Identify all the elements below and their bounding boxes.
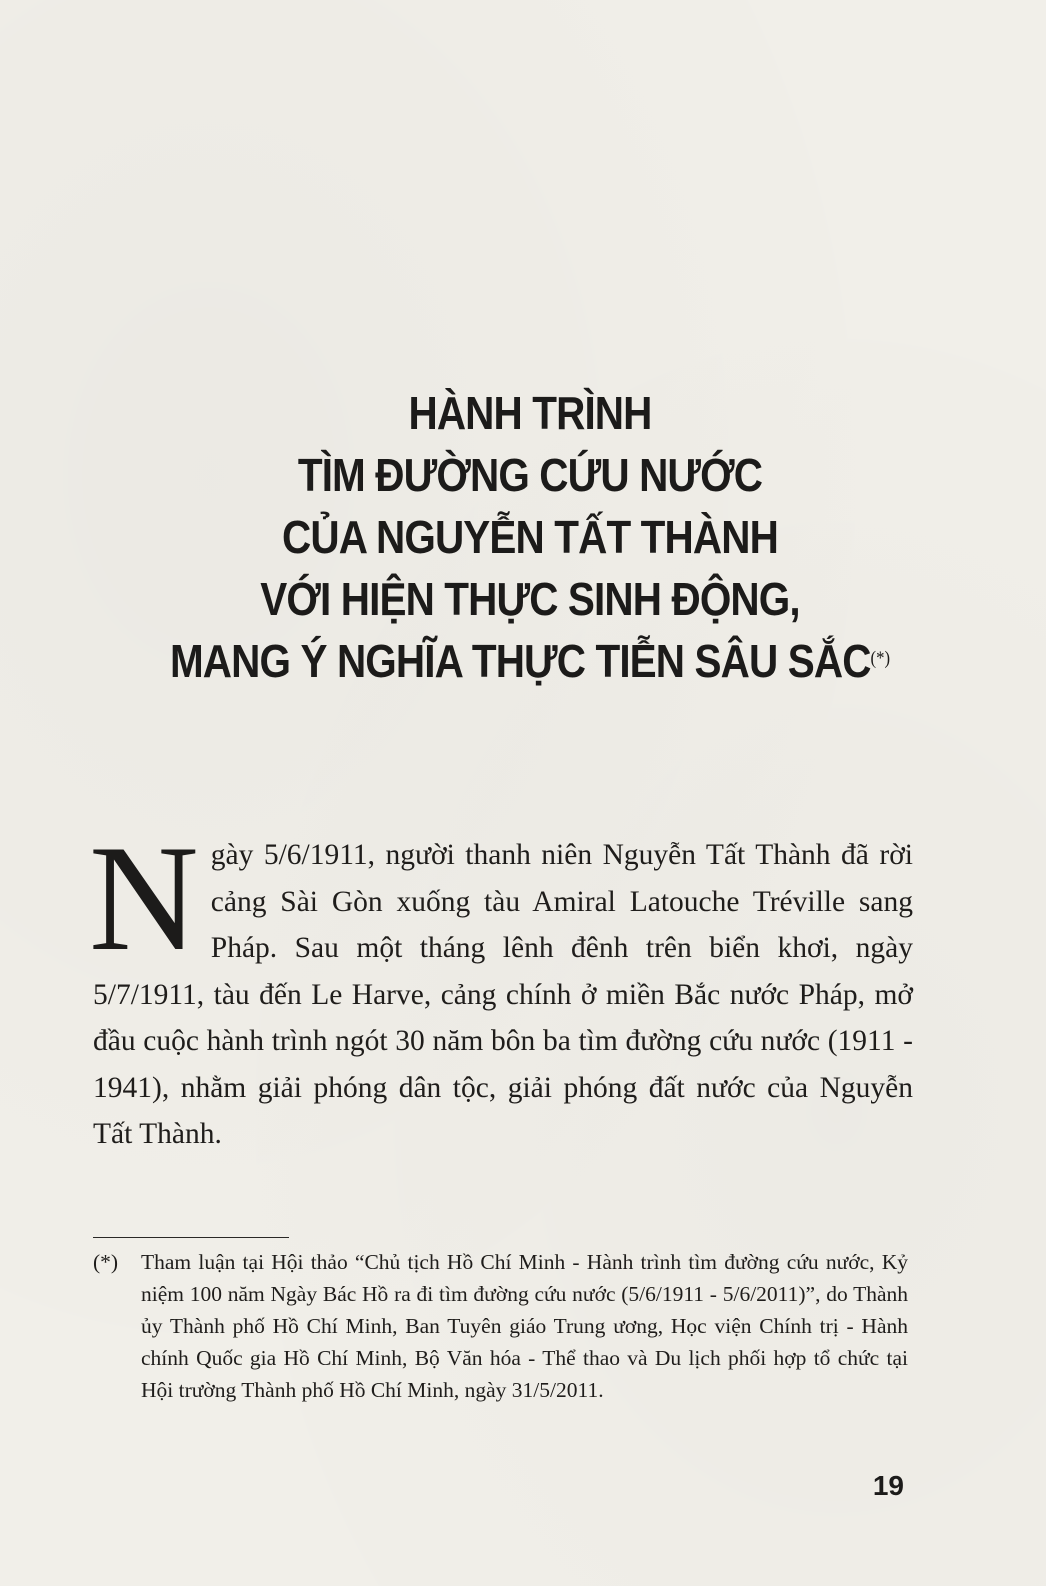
drop-cap: N	[89, 814, 199, 982]
title-line-5	[134, 630, 926, 692]
footnote-divider	[93, 1237, 289, 1238]
chapter-title	[134, 382, 926, 692]
footnote	[93, 1246, 908, 1406]
title-line-3: CỦA NGUYỄN TẤT THÀNH	[282, 511, 778, 563]
title-line-5-text: MANG Ý NGHĨA THỰC TIỄN SÂU SẮC	[169, 635, 871, 687]
page-number: 19	[872, 1470, 904, 1501]
title-line-2: TÌM ĐƯỜNG CỨU NƯỚC	[297, 449, 763, 501]
title-line-1: HÀNH TRÌNH	[408, 387, 652, 439]
title-line-4: VỚI HIỆN THỰC SINH ĐỘNG,	[260, 573, 800, 625]
body-text: gày 5/6/1911, người thanh niên Nguyễn Tất Thành đã rời cảng Sài Gòn xuống tàu Amiral Latouche Tréville sang Pháp. Sau một tháng lênh đênh trên biển khơi, ngày 5/7/1911, tàu đến Le Harve, cảng chính ở miền Bắc nước Pháp, mở đầu cuộc hành trình ngót 30 năm bôn ba tìm đường cứu nước (1911 - 1941), nhằm giải phóng dân tộc, giải phóng đất nước của Nguyễn Tất Thành.	[93, 839, 913, 1150]
title-footnote-ref: (*)	[870, 648, 891, 669]
footnote-text: Tham luận tại Hội thảo “Chủ tịch Hồ Chí Minh - Hành trình tìm đường cứu nước, Kỷ niệm 100 năm Ngày Bác Hồ ra đi tìm đường cứu nước (5/6/1911 - 5/6/2011)”, do Thành ủy Thành phố Hồ Chí Minh, Ban Tuyên giáo Trung ương, Học viện Chính trị - Hành chính Quốc gia Hồ Chí Minh, Bộ Văn hóa - Thể thao và Du lịch phối hợp tổ chức tại Hội trường Thành phố Hồ Chí Minh, ngày 31/5/2011.	[141, 1250, 908, 1402]
body-paragraph	[89, 814, 913, 1158]
footnote-mark: (*)	[93, 1250, 119, 1274]
